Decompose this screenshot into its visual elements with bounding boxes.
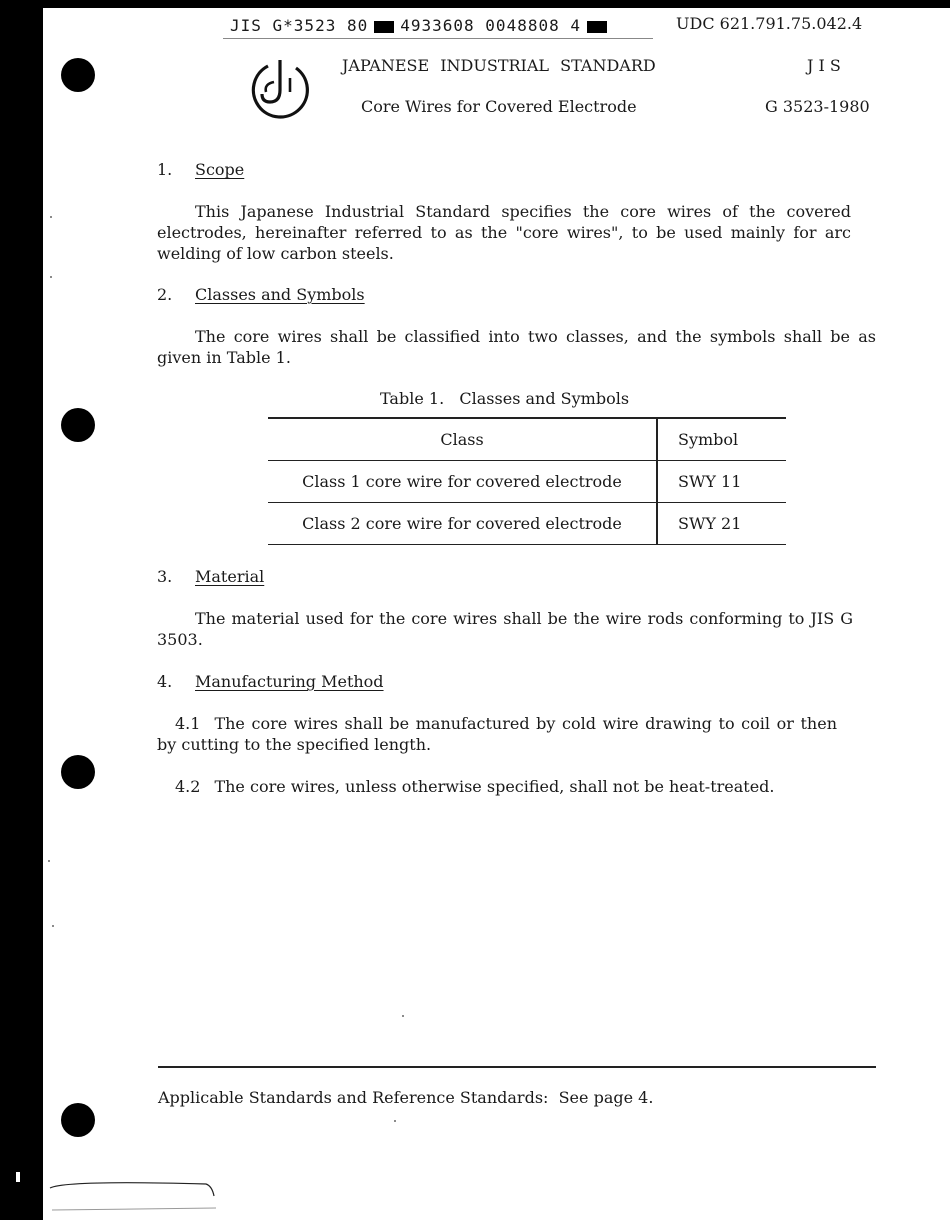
scan-code-block [374, 21, 394, 33]
section-title: Material [195, 567, 265, 586]
scan-left-border [0, 0, 43, 1220]
section-paragraph [157, 608, 853, 650]
clause-4-2 [157, 776, 857, 797]
document-title: Core Wires for Covered Electrode [361, 97, 637, 116]
footer-rule [158, 1066, 876, 1068]
punch-hole [61, 58, 95, 92]
section-title: Classes and Symbols [195, 285, 365, 304]
footer-note: Applicable Standards and Reference Standards: See page 4. [158, 1088, 654, 1107]
table-cell: Class 2 core wire for covered electrode [302, 514, 622, 533]
scan-speck [48, 860, 50, 862]
punch-hole [61, 1103, 95, 1137]
table-header-row [268, 418, 786, 461]
section-number: 1. [157, 160, 173, 179]
section-title: Manufacturing Method [195, 672, 384, 691]
scan-speck [394, 1120, 396, 1122]
section-heading [157, 567, 264, 586]
scan-curl-mark [46, 1178, 221, 1218]
classes-text: The core wires shall be classified into two classes, and the symbols shall be as given in Table 1. [157, 327, 876, 367]
scan-code-left: JIS G*3523 80 [230, 16, 369, 35]
table-row [268, 461, 786, 503]
table-caption: Table 1. Classes and Symbols [380, 389, 630, 408]
scope-text: This Japanese Industrial Standard specifies the core wires of the covered electrodes, hereinafter referred to as the "core wires", to be used mainly for arc welding of low carbon steels. [157, 202, 851, 263]
section-heading [157, 285, 365, 304]
udc-number: UDC 621.791.75.042.4 [676, 14, 863, 33]
section-paragraph [157, 201, 851, 264]
clause-number: 4.1 [175, 714, 201, 733]
scan-speck [402, 1015, 404, 1017]
table-cell: Class 1 core wire for covered electrode [302, 472, 622, 491]
table-cell: SWY 21 [657, 503, 786, 545]
section-number: 2. [157, 285, 173, 304]
clause-text: The core wires, unless otherwise specified, shall not be heat-treated. [214, 777, 775, 796]
clause-text: The core wires shall be manufactured by cold wire drawing to coil or then by cutting to the specified length. [157, 714, 837, 754]
punch-hole [61, 408, 95, 442]
section-number: 3. [157, 567, 173, 586]
column-header: Class [440, 430, 484, 449]
section-heading [157, 672, 384, 691]
clause-4-1 [157, 713, 837, 755]
jis-mark-icon [246, 56, 310, 120]
scan-code-underline [223, 38, 653, 39]
scan-code [230, 16, 613, 35]
scan-mark [16, 1172, 20, 1182]
section-number: 4. [157, 672, 173, 691]
scan-code-block [587, 21, 607, 33]
table-row [268, 503, 786, 545]
column-header: Symbol [657, 418, 786, 461]
section-title: Scope [195, 160, 245, 179]
scan-speck [50, 216, 52, 218]
scan-speck [52, 925, 54, 927]
scan-top-border [0, 0, 950, 8]
standard-number: G 3523-1980 [765, 97, 870, 116]
section-heading [157, 160, 244, 179]
material-text: The material used for the core wires shall be the wire rods conforming to JIS G 3503. [157, 609, 853, 649]
section-paragraph [157, 326, 876, 368]
punch-hole [61, 755, 95, 789]
table-cell: SWY 11 [657, 461, 786, 503]
standard-org: JAPANESE INDUSTRIAL STANDARD [342, 56, 656, 75]
classes-table [268, 417, 786, 545]
clause-number: 4.2 [175, 777, 201, 796]
standard-series: J I S [807, 56, 841, 75]
scan-speck [50, 276, 52, 278]
scan-code-mid: 4933608 0048808 4 [400, 16, 581, 35]
